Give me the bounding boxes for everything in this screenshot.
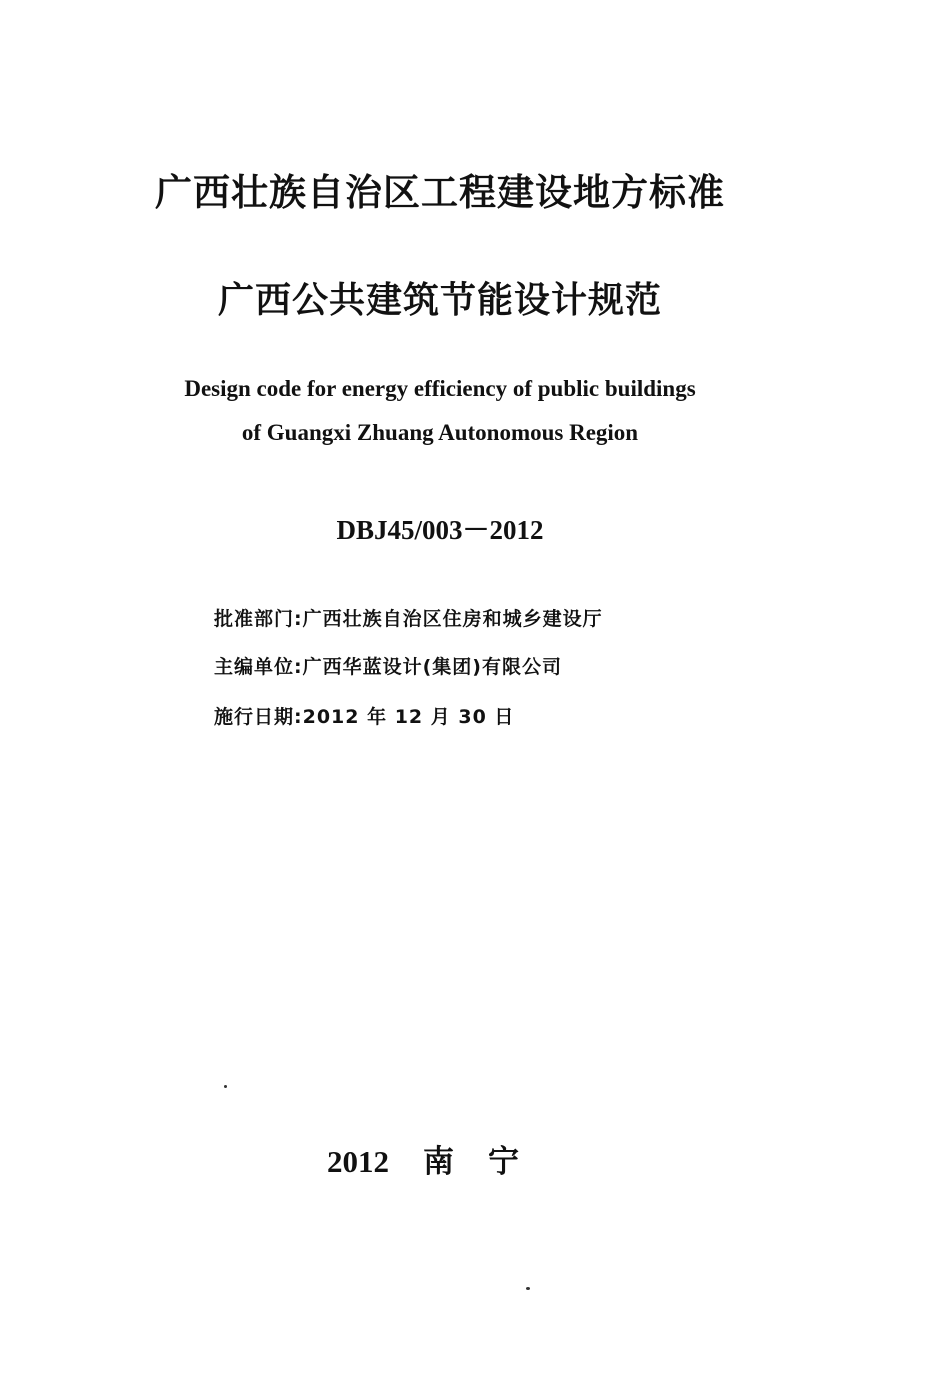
chief-editor-unit: 主编单位:广西华蓝设计(集团)有限公司 xyxy=(214,656,562,678)
publication-year: 2012 xyxy=(327,1144,389,1179)
standard-code: DBJ45/003－2012 xyxy=(336,515,544,545)
document-title-english-line1: Design code for energy efficiency of public buildings xyxy=(184,376,696,401)
effective-date: 施行日期:2012 年 12 月 30 日 xyxy=(214,706,515,728)
standard-category-title: 广西壮族自治区工程建设地方标准 xyxy=(155,171,725,214)
publication-city: 南宁 xyxy=(423,1144,553,1180)
approval-department: 批准部门:广西壮族自治区住房和城乡建设厅 xyxy=(214,608,603,630)
document-title-chinese: 广西公共建筑节能设计规范 xyxy=(217,280,662,321)
publication-footer xyxy=(0,1136,880,1181)
scan-speck xyxy=(224,1085,227,1088)
document-title-english-line2: of Guangxi Zhuang Autonomous Region xyxy=(241,420,639,445)
scan-speck xyxy=(526,1287,530,1290)
